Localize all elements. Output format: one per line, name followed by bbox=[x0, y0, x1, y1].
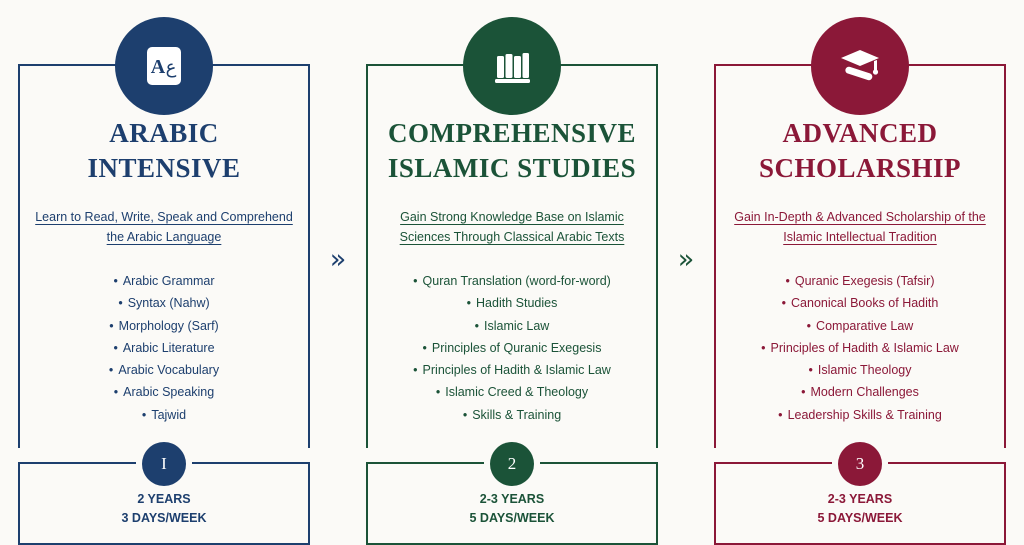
arabic-alphabet-card-icon bbox=[115, 17, 213, 115]
stage-title-2: COMPREHENSIVE ISLAMIC STUDIES bbox=[387, 117, 637, 184]
stage-subtitle-3: Gain In-Depth & Advanced Scholarship of the Islamic Intellectual Tradition bbox=[734, 209, 986, 245]
list-item: • Islamic Creed & Theology bbox=[413, 381, 611, 403]
stage-number-badge-1: I bbox=[142, 442, 186, 486]
stage-subtitle-1: Learn to Read, Write, Speak and Comprehend the Arabic Language bbox=[35, 209, 293, 245]
list-item: • Morphology (Sarf) bbox=[109, 315, 219, 337]
list-item: • Islamic Theology bbox=[761, 359, 959, 381]
list-item: • Comparative Law bbox=[761, 315, 959, 337]
list-item: • Tajwid bbox=[109, 404, 219, 426]
stage-footer-2 bbox=[366, 453, 658, 545]
stage-duration-days-1: 3 DAYS/WEEK bbox=[121, 511, 207, 526]
stage-bullets-1 bbox=[109, 270, 219, 426]
arrow-stage-2-to-3: » bbox=[677, 243, 695, 275]
books-stack-icon bbox=[463, 17, 561, 115]
list-item: • Modern Challenges bbox=[761, 381, 959, 403]
list-item: • Arabic Speaking bbox=[109, 381, 219, 403]
stage-bullets-3 bbox=[761, 270, 959, 426]
stage-body-2 bbox=[366, 64, 658, 448]
list-item: • Arabic Grammar bbox=[109, 270, 219, 292]
list-item: • Canonical Books of Hadith bbox=[761, 292, 959, 314]
stage-duration-days-2: 5 DAYS/WEEK bbox=[469, 511, 555, 526]
stage-bullets-2 bbox=[413, 270, 611, 426]
arrow-stage-1-to-2: » bbox=[329, 243, 347, 275]
svg-text:ع: ع bbox=[165, 56, 177, 78]
stage-body-1 bbox=[18, 55, 310, 448]
list-item: • Skills & Training bbox=[413, 404, 611, 426]
list-item: • Islamic Law bbox=[413, 315, 611, 337]
list-item: • Arabic Vocabulary bbox=[109, 359, 219, 381]
stage-column-arabic-intensive bbox=[16, 0, 312, 545]
list-item: • Quran Translation (word-for-word) bbox=[413, 270, 611, 292]
list-item: • Leadership Skills & Training bbox=[761, 404, 959, 426]
svg-text:A: A bbox=[150, 55, 166, 78]
stage-subtitle-2: Gain Strong Knowledge Base on Islamic Sciences Through Classical Arabic Texts bbox=[399, 209, 625, 245]
list-item: • Arabic Literature bbox=[109, 337, 219, 359]
stage-column-comprehensive-islamic-studies bbox=[364, 0, 660, 545]
list-item: • Principles of Hadith & Islamic Law bbox=[761, 337, 959, 359]
stage-body-3 bbox=[714, 64, 1006, 448]
stage-title-3: ADVANCED SCHOLARSHIP bbox=[758, 117, 962, 184]
list-item: • Quranic Exegesis (Tafsir) bbox=[761, 270, 959, 292]
list-item: • Hadith Studies bbox=[413, 292, 611, 314]
stage-footer-1 bbox=[18, 453, 310, 545]
list-item: • Principles of Hadith & Islamic Law bbox=[413, 359, 611, 381]
stage-duration-years-3: 2-3 YEARS bbox=[827, 491, 893, 506]
stage-duration-days-3: 5 DAYS/WEEK bbox=[817, 511, 903, 526]
list-item: • Principles of Quranic Exegesis bbox=[413, 337, 611, 359]
stage-duration-years-2: 2-3 YEARS bbox=[479, 491, 545, 506]
list-item: • Syntax (Nahw) bbox=[109, 292, 219, 314]
stage-duration-years-1: 2 YEARS bbox=[137, 491, 191, 506]
stage-column-advanced-scholarship bbox=[712, 0, 1008, 545]
stage-footer-3 bbox=[714, 453, 1006, 545]
graduation-cap-diploma-icon bbox=[811, 17, 909, 115]
stage-title-1: ARABIC INTENSIVE bbox=[87, 117, 241, 184]
stage-number-badge-2: 2 bbox=[490, 442, 534, 486]
stage-columns bbox=[16, 0, 1008, 545]
stage-number-badge-3: 3 bbox=[838, 442, 882, 486]
